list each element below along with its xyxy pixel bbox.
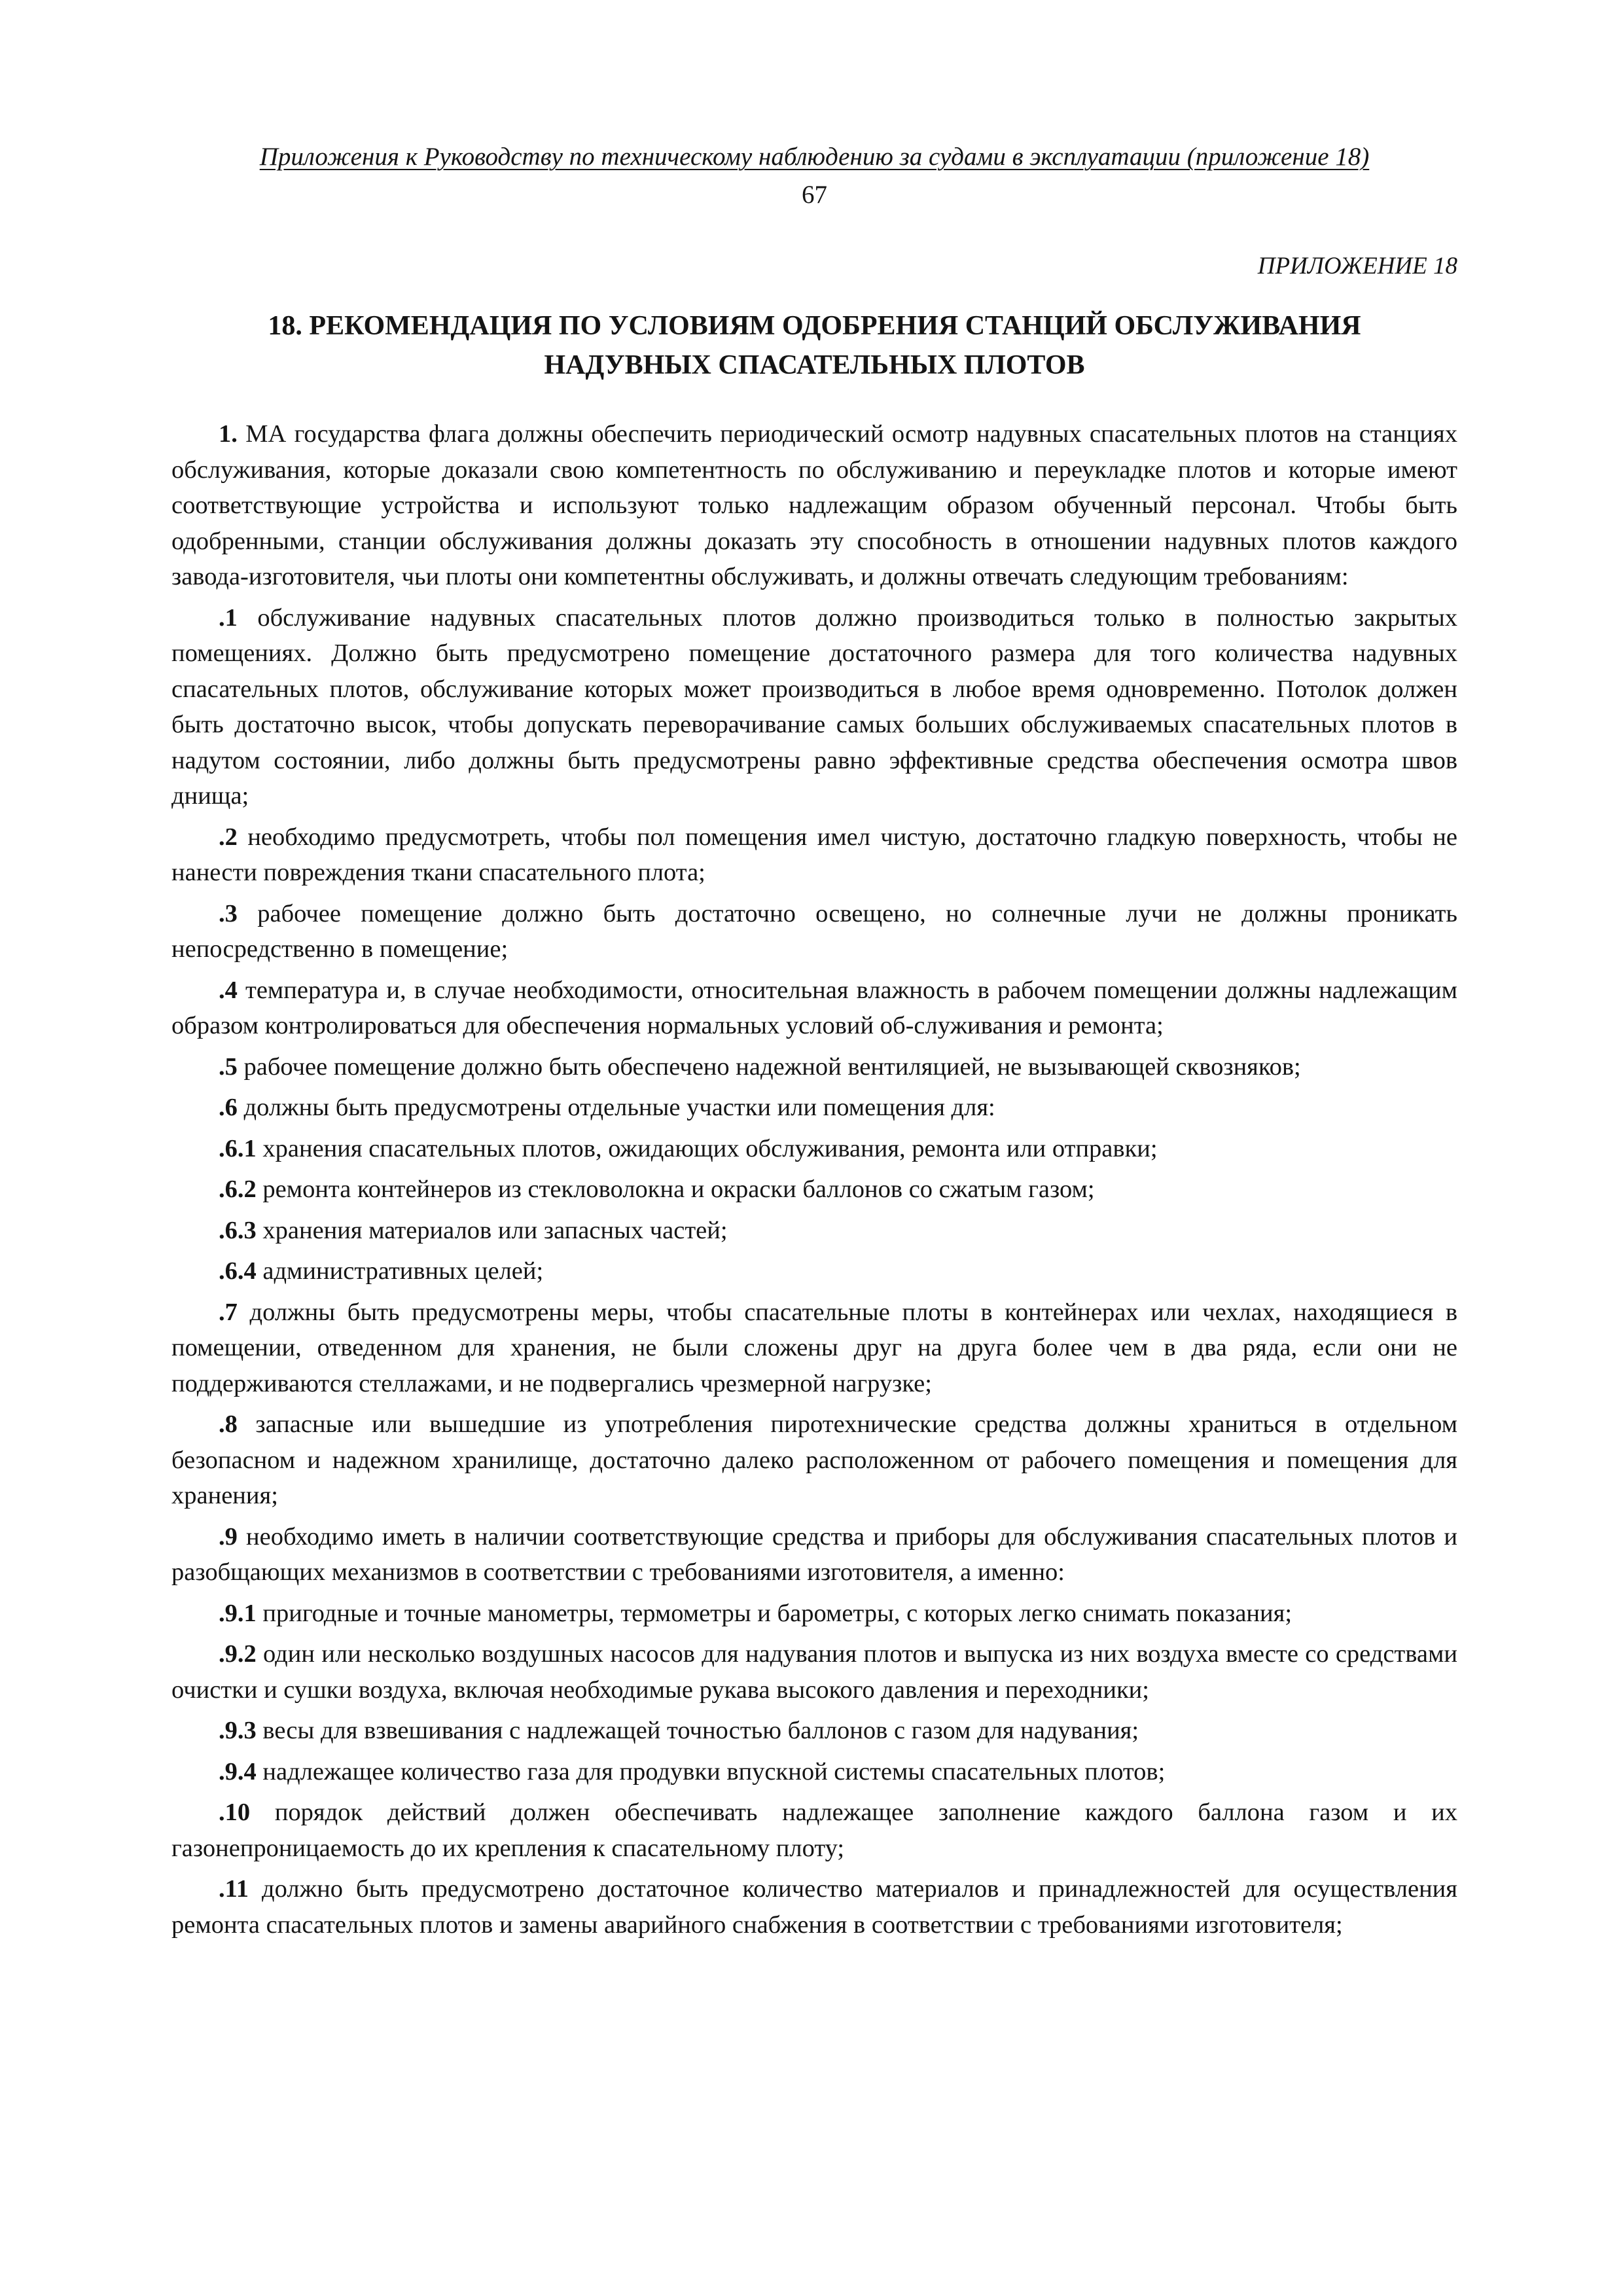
- paragraph: [171, 819, 1457, 891]
- paragraph-number: 1.: [219, 420, 238, 448]
- paragraph-number: .4: [219, 976, 238, 1004]
- paragraph-text: рабочее помещение должно быть достаточно освещено, но солнечные лучи не должны проникать непосредственно в помещение;: [171, 899, 1457, 963]
- paragraph-text: рабочее помещение должно быть обеспечено надежной вентиляцией, не вызывающей сквозняков;: [237, 1052, 1301, 1081]
- paragraph: [171, 1049, 1457, 1085]
- body-text: [171, 416, 1457, 1943]
- paragraph: [171, 1253, 1457, 1289]
- paragraph-text: хранения спасательных плотов, ожидающих обслуживания, ремонта или отправки;: [256, 1134, 1158, 1162]
- paragraph-number: .3: [219, 899, 238, 927]
- paragraph-number: .6.2: [219, 1175, 257, 1203]
- document-title: [171, 306, 1457, 385]
- paragraph-text: один или несколько воздушных насосов для надувания плотов и выпуска из них воздуха вместе со средствами очистки и сушки воздуха, включая необходимые рукава высокого давления и переходники;: [171, 1640, 1457, 1704]
- paragraph-number: .6: [219, 1094, 238, 1121]
- paragraph-number: .9: [219, 1522, 238, 1551]
- paragraph-number: .6.1: [219, 1134, 257, 1162]
- paragraph: [171, 1754, 1457, 1790]
- paragraph: [171, 416, 1457, 595]
- paragraph-text: запасные или вышедшие из употребления пиротехнические средства должны храниться в отдельном безопасном и надежном хранилище, достаточно далеко расположенном от рабочего помещения и помещения для хранения;: [171, 1410, 1457, 1509]
- paragraph-number: .6.4: [219, 1257, 257, 1285]
- paragraph-text: обслуживание надувных спасательных плотов должно производиться только в полностью закрытых помещениях. Должно быть предусмотрено помещение достаточного размера для того количества надувных спасательных плотов, обслуживание которых может производиться в любое время одновременно. Потолок должен быть достаточно высок, чтобы допускать переворачивание самых больших обслуживаемых спасательных плотов в надутом состоянии, либо должны быть предусмотрены равно эффективные средства обеспечения осмотра швов днища;: [171, 603, 1457, 810]
- paragraph-text: порядок действий должен обеспечивать надлежащее заполнение каждого баллона газом и их газонепроницаемость до их крепления к спасательному плоту;: [171, 1799, 1457, 1862]
- paragraph-text: необходимо предусмотреть, чтобы пол помещения имел чистую, достаточно гладкую поверхность, чтобы не нанести повреждения ткани спасательного плота;: [171, 823, 1457, 886]
- paragraph-text: должны быть предусмотрены меры, чтобы спасательные плоты в контейнерах или чехлах, находящиеся в помещении, отведенном для хранения, не были сложены друг на друга более чем в два ряда, если они не поддерживаются стеллажами, и не подвергались чрезмерной нагрузке;: [171, 1298, 1457, 1397]
- paragraph: [171, 1172, 1457, 1208]
- paragraph: [171, 1519, 1457, 1590]
- document-title-line-1: 18. РЕКОМЕНДАЦИЯ ПО УСЛОВИЯМ ОДОБРЕНИЯ СТАНЦИЙ ОБСЛУЖИВАНИЯ: [268, 311, 1361, 341]
- paragraph-number: .8: [219, 1410, 238, 1438]
- paragraph-number: .7: [219, 1298, 238, 1326]
- paragraph-number: .10: [219, 1799, 251, 1826]
- paragraph-text: административных целей;: [256, 1257, 544, 1285]
- paragraph: [171, 1636, 1457, 1708]
- paragraph-text: температура и, в случае необходимости, относительная влажность в рабочем помещении должны надлежащим образом контролироваться для обеспечения нормальных условий об-служивания и ремонта;: [171, 976, 1457, 1039]
- running-header: Приложения к Руководству по техническому наблюдению за судами в эксплуатации (приложение 18): [259, 143, 1370, 171]
- paragraph-number: .1: [219, 603, 238, 632]
- paragraph: [171, 1596, 1457, 1632]
- paragraph: [171, 1407, 1457, 1514]
- paragraph: [171, 896, 1457, 967]
- paragraph-number: .5: [219, 1052, 238, 1081]
- paragraph: [171, 1090, 1457, 1126]
- document-page: [171, 140, 1457, 1948]
- paragraph: [171, 973, 1457, 1044]
- paragraph: [171, 1131, 1457, 1167]
- page-number: 67: [802, 181, 827, 209]
- appendix-label: ПРИЛОЖЕНИЕ 18: [1257, 253, 1457, 279]
- paragraph-number: .9.1: [219, 1599, 257, 1627]
- paragraph: [171, 1871, 1457, 1943]
- document-title-line-2: НАДУВНЫХ СПАСАТЕЛЬНЫХ ПЛОТОВ: [544, 350, 1085, 380]
- paragraph-number: .9.2: [219, 1640, 257, 1668]
- paragraph-number: .2: [219, 823, 238, 851]
- paragraph-text: МА государства флага должны обеспечить периодический осмотр надувных спасательных плотов на станциях обслуживания, которые доказали свою компетентность по обслуживанию и переукладке плотов и которые имеют соответствующие устройства и используют только надлежащим образом обученный персонал. Чтобы быть одобренными, станции обслуживания должны доказать эту способность в отношении надувных плотов каждого завода-изготовителя, чьи плоты они компетентны обслуживать, и должны отвечать следующим требованиям:: [171, 420, 1457, 590]
- paragraph-number: .6.3: [219, 1216, 257, 1244]
- paragraph: [171, 1795, 1457, 1866]
- paragraph-text: надлежащее количество газа для продувки впускной системы спасательных плотов;: [256, 1757, 1166, 1785]
- paragraph: [171, 1295, 1457, 1402]
- paragraph: [171, 600, 1457, 814]
- paragraph-number: .9.3: [219, 1717, 257, 1744]
- paragraph-number: .11: [219, 1875, 249, 1903]
- paragraph-text: должно быть предусмотрено достаточное количество материалов и принадлежностей для осуществления ремонта спасательных плотов и замены аварийного снабжения в соответствии с требованиями изготовителя;: [171, 1875, 1457, 1939]
- paragraph: [171, 1213, 1457, 1249]
- paragraph-text: ремонта контейнеров из стекловолокна и окраски баллонов со сжатым газом;: [256, 1175, 1095, 1203]
- paragraph-text: должны быть предусмотрены отдельные участки или помещения для:: [237, 1094, 995, 1121]
- paragraph-number: .9.4: [219, 1757, 257, 1785]
- paragraph-text: пригодные и точные манометры, термометры и барометры, с которых легко снимать показания;: [256, 1599, 1293, 1627]
- paragraph-text: хранения материалов или запасных частей;: [256, 1216, 728, 1244]
- paragraph: [171, 1713, 1457, 1749]
- paragraph-text: необходимо иметь в наличии соответствующие средства и приборы для обслуживания спасательных плотов и разобщающих механизмов в соответствии с требованиями изготовителя, а именно:: [171, 1522, 1457, 1586]
- paragraph-text: весы для взвешивания с надлежащей точностью баллонов с газом для надувания;: [256, 1717, 1139, 1744]
